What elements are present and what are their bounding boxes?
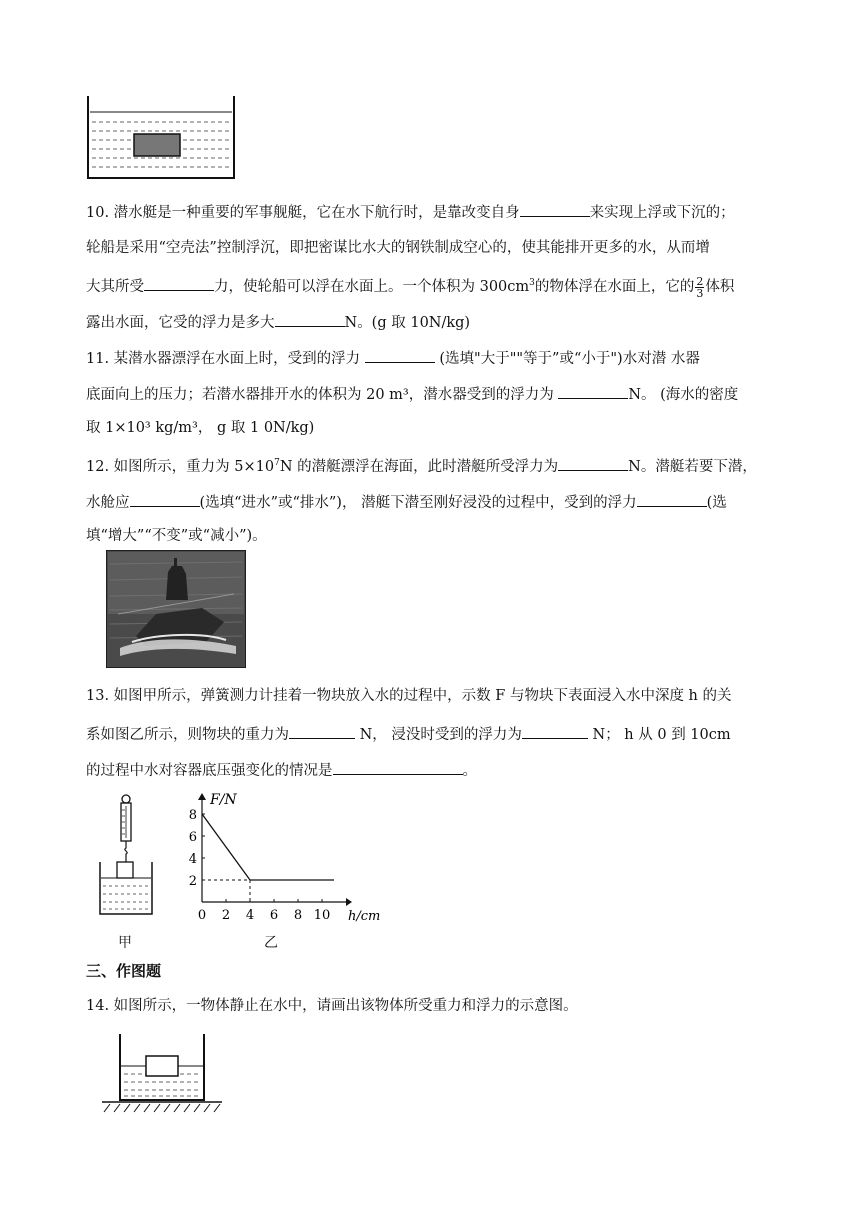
q13-blank-3[interactable] (333, 758, 463, 775)
x-tick-label: 0 (197, 908, 207, 923)
y-tick-label: 2 (188, 874, 197, 889)
q11-text: 取 1×10³ kg/m³， g 取 1 0N/kg) (86, 420, 315, 436)
q10-text: 10. 潜水艇是一种重要的军事舰艇，它在水下航行时，是靠改变自身 (86, 205, 520, 221)
x-tick-label: 8 (293, 908, 303, 923)
figure-spring-scale (98, 792, 158, 918)
q11-text: (选填"大于""等于”或“小于")水对潜 水器 (439, 351, 700, 367)
q11-text: N。 (海水的密度 (628, 387, 739, 403)
q13-text: 系如图乙所示，则物块的重力为 (86, 727, 289, 743)
figure-container-block (86, 94, 238, 184)
q14-text: 14. 如图所示，一物体静止在水中，请画出该物体所受重力和浮力的示意图。 (86, 998, 578, 1014)
q12-line1 (86, 454, 757, 477)
q11-line2 (86, 382, 738, 405)
q11-blank-1[interactable] (365, 346, 435, 363)
q12-text: N 的潜艇漂浮在海面，此时潜艇所受浮力为 (279, 459, 559, 475)
q14-line1 (86, 996, 578, 1016)
q11-line3 (86, 418, 314, 438)
q11-text: 11. 某潜水器漂浮在水面上时，受到的浮力 (86, 351, 361, 367)
figure-f-h-graph (180, 788, 390, 928)
q12-blank-2[interactable] (130, 490, 200, 507)
q13-blank-2[interactable] (522, 722, 588, 739)
x-axis-arrow (346, 898, 352, 906)
q10-text: 体积 (705, 279, 735, 295)
q13-blank-1[interactable] (289, 722, 355, 739)
q10-blank-2[interactable] (144, 274, 214, 291)
q10-text: N。(g 取 10N/kg) (344, 315, 471, 331)
q11-text: 底面向上的压力；若潜水器排开水的体积为 20 m³，潜水器受到的浮力为 (86, 387, 554, 403)
q10-line3 (86, 274, 734, 299)
q13-text: 的过程中水对容器底压强变化的情况是 (86, 763, 333, 779)
q10-superscript: 3 (529, 278, 535, 289)
q12-text: N。潜艇若要下潜， (628, 459, 757, 475)
q10-text: 来实现上浮或下沉的； (589, 205, 735, 221)
q12-superscript: 7 (274, 458, 280, 469)
q13-line1 (86, 686, 732, 706)
fraction-two-thirds (695, 276, 704, 299)
q13-line3 (86, 758, 477, 781)
q10-text: 露出水面，它受的浮力是多大 (86, 315, 275, 331)
x-tick-label: 4 (245, 908, 255, 923)
q10-blank-3[interactable] (275, 310, 345, 327)
figure-beaker-on-ground (100, 1030, 224, 1116)
q12-text: 12. 如图所示，重力为 5×10 (86, 459, 275, 475)
x-tick-label: 6 (269, 908, 279, 923)
q13-text: N； h 从 0 到 10cm (592, 727, 731, 743)
q12-text: 水舱应 (86, 495, 130, 511)
section-title: 三、作图题 (86, 962, 162, 980)
q12-text: (选 (706, 495, 727, 511)
q12-blank-1[interactable] (558, 454, 628, 471)
q10-line2 (86, 238, 710, 258)
q12-text: 填“增大”“不变”或“减小”)。 (86, 528, 267, 544)
q13-text: N， 浸没时受到的浮力为 (359, 727, 522, 743)
series-line (202, 814, 334, 880)
fraction-denominator: 3 (696, 286, 704, 300)
q11-blank-2[interactable] (558, 382, 628, 399)
q13-text: 13. 如图甲所示，弹簧测力计挂着一物块放入水的过程中，示数 F 与物块下表面浸入水中深度 h 的关 (86, 688, 732, 704)
figure-label-jia: 甲 (118, 935, 132, 951)
y-tick-label: 8 (188, 808, 197, 823)
q12-text: (选填“进水”或“排水”)， 潜艇下潜至刚好浸没的过程中，受到的浮力 (199, 495, 637, 511)
q10-line4 (86, 310, 470, 333)
q12-line2 (86, 490, 727, 513)
q10-text: 大其所受 (86, 279, 144, 295)
q12-line3 (86, 526, 267, 546)
q13-text: 。 (462, 763, 477, 779)
x-tick-label: 2 (221, 908, 231, 923)
q10-line1 (86, 200, 735, 223)
q10-text: 力，使轮船可以浮在水面上。一个体积为 300cm (214, 279, 530, 295)
q11-line1 (86, 346, 700, 369)
y-axis-arrow (198, 793, 206, 800)
submarine-photo (106, 550, 246, 668)
fraction-numerator: 2 (696, 274, 704, 288)
q10-text: 的物体浮在水面上，它的 (534, 279, 695, 295)
q12-blank-3[interactable] (637, 490, 707, 507)
y-tick-label: 6 (188, 830, 197, 845)
q10-blank-1[interactable] (520, 200, 590, 217)
q10-text: 轮船是采用“空壳法”控制浮沉，即把密谋比水大的钢铁制成空心的，使其能排开更多的水，从而增 (86, 240, 710, 256)
q13-line2 (86, 722, 731, 745)
figure-label-yi: 乙 (264, 935, 278, 951)
x-axis-label: h/cm (348, 909, 381, 924)
y-tick-label: 4 (188, 852, 197, 867)
y-axis-label: F/N (210, 792, 237, 808)
x-tick-label: 10 (313, 908, 331, 923)
